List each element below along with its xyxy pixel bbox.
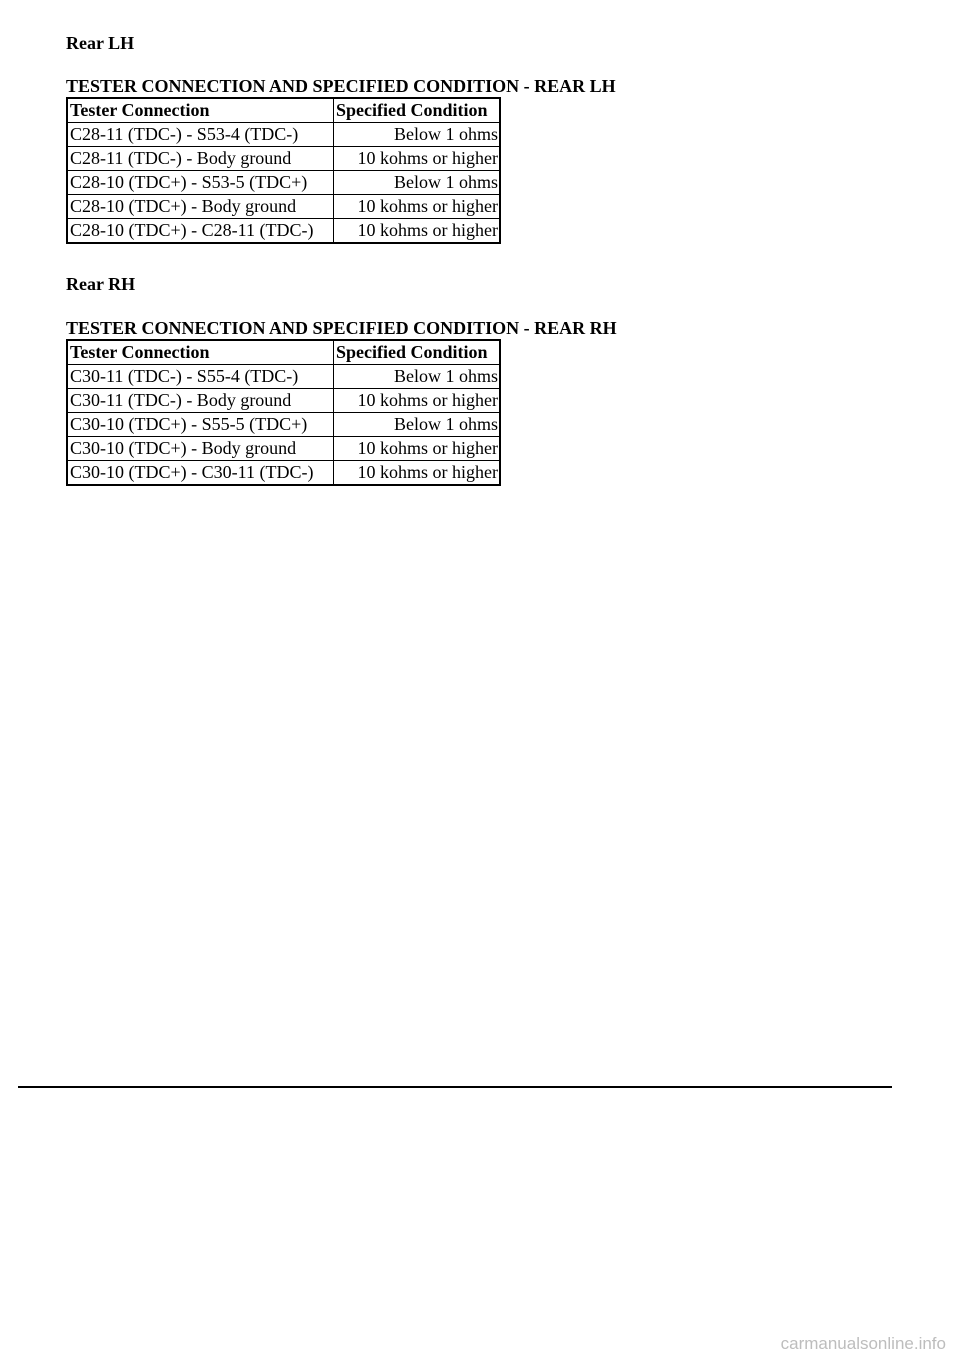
column-header-specified-condition: Specified Condition [334, 340, 501, 365]
specified-condition-cell: 10 kohms or higher [334, 147, 501, 171]
table-row [67, 437, 500, 461]
table-row [67, 413, 500, 437]
table-row [67, 219, 500, 244]
rear-lh-spec-table [66, 97, 501, 244]
specified-condition-cell: Below 1 ohms [334, 365, 501, 389]
column-header-tester-connection: Tester Connection [67, 98, 334, 123]
rear-lh-table-wrapper [66, 97, 501, 244]
specified-condition-cell: 10 kohms or higher [334, 437, 501, 461]
table-row [67, 461, 500, 486]
tester-connection-cell: C28-10 (TDC+) - C28-11 (TDC-) [67, 219, 334, 244]
table-row [67, 171, 500, 195]
rear-lh-heading [66, 33, 134, 53]
rear-lh-heading-text: Rear LH [66, 33, 135, 53]
tester-connection-cell: C30-10 (TDC+) - S55-5 (TDC+) [67, 413, 334, 437]
specified-condition-cell: Below 1 ohms [334, 171, 501, 195]
specified-condition-cell: 10 kohms or higher [334, 389, 501, 413]
table-row [67, 365, 500, 389]
specified-condition-cell: Below 1 ohms [334, 413, 501, 437]
table-header-row [67, 98, 500, 123]
rear-lh-table-title-text: TESTER CONNECTION AND SPECIFIED CONDITION - REAR LH [66, 76, 616, 96]
table-row [67, 389, 500, 413]
specified-condition-cell: 10 kohms or higher [334, 219, 501, 244]
table-header-row [67, 340, 500, 365]
tester-connection-cell: C30-11 (TDC-) - S55-4 (TDC-) [67, 365, 334, 389]
rear-rh-table-title [66, 318, 617, 338]
rear-lh-table-title [66, 76, 616, 96]
tester-connection-cell: C28-11 (TDC-) - S53-4 (TDC-) [67, 123, 334, 147]
rear-rh-spec-table [66, 339, 501, 486]
specified-condition-cell: 10 kohms or higher [334, 195, 501, 219]
tester-connection-cell: C30-10 (TDC+) - Body ground [67, 437, 334, 461]
table-row [67, 123, 500, 147]
tester-connection-cell: C28-10 (TDC+) - S53-5 (TDC+) [67, 171, 334, 195]
rear-rh-heading-text: Rear RH [66, 274, 136, 294]
tester-connection-cell: C28-11 (TDC-) - Body ground [67, 147, 334, 171]
specified-condition-cell: 10 kohms or higher [334, 461, 501, 486]
column-header-tester-connection: Tester Connection [67, 340, 334, 365]
site-watermark: carmanualsonline.info [780, 1334, 946, 1353]
specified-condition-cell: Below 1 ohms [334, 123, 501, 147]
table-row [67, 147, 500, 171]
tester-connection-cell: C28-10 (TDC+) - Body ground [67, 195, 334, 219]
rear-rh-heading [66, 274, 135, 294]
rear-rh-table-wrapper [66, 339, 501, 486]
tester-connection-cell: C30-10 (TDC+) - C30-11 (TDC-) [67, 461, 334, 486]
rear-rh-table-title-text: TESTER CONNECTION AND SPECIFIED CONDITION - REAR RH [66, 318, 617, 338]
footer-divider [18, 1086, 892, 1088]
tester-connection-cell: C30-11 (TDC-) - Body ground [67, 389, 334, 413]
column-header-specified-condition: Specified Condition [334, 98, 501, 123]
table-row [67, 195, 500, 219]
